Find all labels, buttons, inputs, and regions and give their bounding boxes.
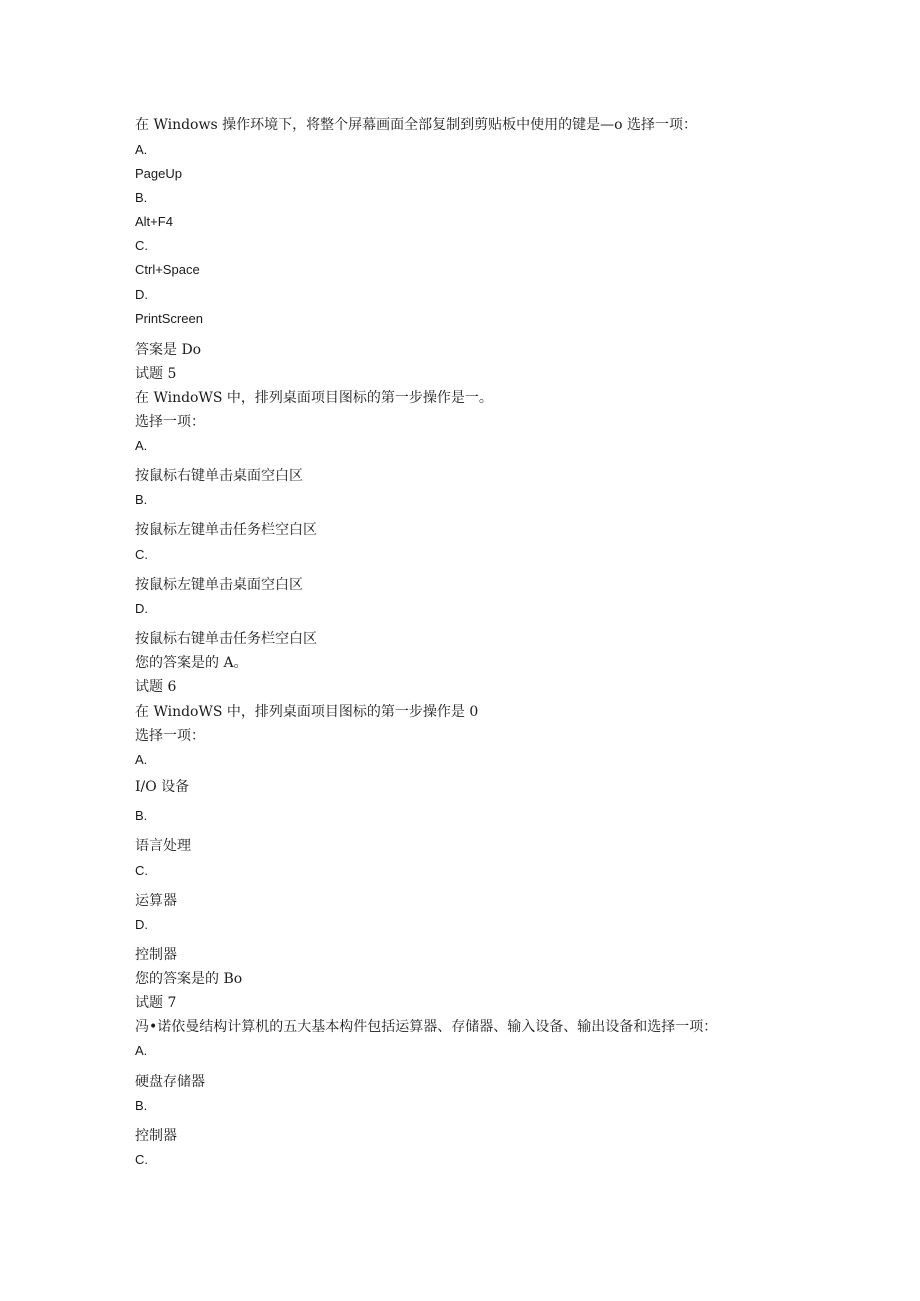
q5-option-d-text: 按鼠标右键单击任务栏空白区 (135, 631, 317, 647)
q5-option-c-letter: C. (135, 547, 148, 562)
q5-stem: 在 WindoWS 中，排列桌面项目图标的第一步操作是一。 (135, 390, 493, 406)
q7-option-a-text: 硬盘存储器 (135, 1074, 205, 1090)
q4-option-b-text: Alt+F4 (135, 214, 173, 229)
q5-option-c-text: 按鼠标左键单击桌面空白区 (135, 577, 303, 593)
q4-option-d-letter: D. (135, 287, 148, 302)
q6-prompt: 选择一项： (135, 728, 205, 744)
q4-option-c-text: Ctrl+Space (135, 262, 200, 277)
q6-answer: 您的答案是的 Bo (135, 971, 243, 987)
q7-title: 试题 7 (135, 995, 177, 1011)
q6-option-c-text: 运算器 (135, 893, 177, 909)
q4-option-c-letter: C. (135, 238, 148, 253)
q5-prompt: 选择一项： (135, 414, 205, 430)
q4-option-a-letter: A. (135, 142, 148, 157)
q4-option-b-letter: B. (135, 190, 148, 205)
q6-option-a-text: I/O 设备 (135, 779, 190, 795)
q7-option-a-letter: A. (135, 1043, 148, 1058)
q4-option-d-text: PrintScreen (135, 311, 203, 326)
q7-option-b-text: 控制器 (135, 1128, 177, 1144)
q6-option-b-text: 语言处理 (135, 838, 191, 854)
q5-option-a-letter: A. (135, 438, 148, 453)
q4-option-a-text: PageUp (135, 166, 182, 181)
q5-option-a-text: 按鼠标右键单击桌面空白区 (135, 468, 303, 484)
q5-option-b-letter: B. (135, 492, 148, 507)
q6-option-a-letter: A. (135, 752, 148, 767)
q6-option-d-text: 控制器 (135, 947, 177, 963)
q5-answer: 您的答案是的 A。 (135, 655, 248, 671)
q5-title: 试题 5 (135, 366, 177, 382)
q6-stem: 在 WindoWS 中，排列桌面项目图标的第一步操作是 0 (135, 704, 479, 720)
q6-title: 试题 6 (135, 679, 177, 695)
q7-option-b-letter: B. (135, 1098, 148, 1113)
q5-option-d-letter: D. (135, 601, 148, 616)
q4-stem: 在 Windows 操作环境下，将整个屏幕画面全部复制到剪贴板中使用的键是—o 选择一项： (135, 117, 697, 133)
q5-option-b-text: 按鼠标左键单击任务栏空白区 (135, 522, 317, 538)
q4-answer: 答案是 Do (135, 342, 202, 358)
q6-option-b-letter: B. (135, 808, 148, 823)
q7-option-c-letter: C. (135, 1152, 148, 1167)
q6-option-d-letter: D. (135, 917, 148, 932)
q6-option-c-letter: C. (135, 863, 148, 878)
q7-stem: 冯•诺依曼结构计算机的五大基本构件包括运算器、存储器、输入设备、输出设备和选择一项： (135, 1019, 718, 1035)
